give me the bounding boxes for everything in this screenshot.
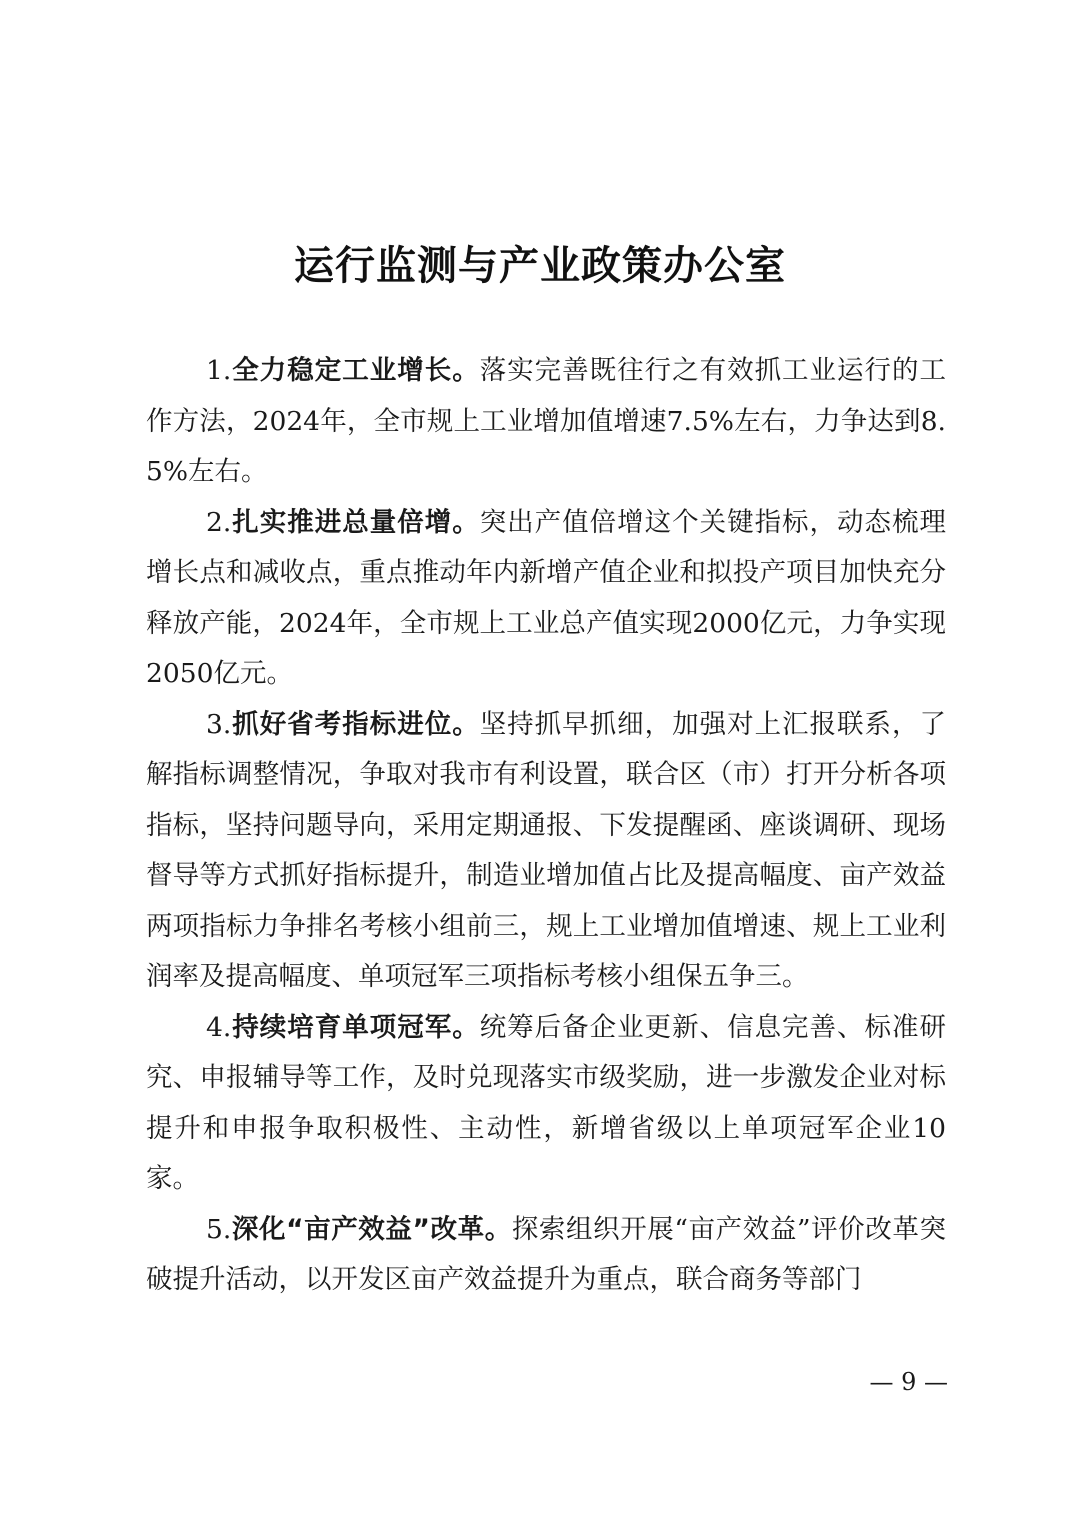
item-number: 4. bbox=[206, 1011, 232, 1043]
page-number: — 9 — bbox=[869, 1368, 948, 1396]
list-item bbox=[146, 1205, 946, 1306]
item-heading: 持续培育单项冠军。 bbox=[231, 1011, 480, 1043]
page-title: 运行监测与产业政策办公室 bbox=[294, 243, 786, 289]
item-body: 统筹后备企业更新、信息完善、标准研究、申报辅导等工作，及时兑现落实市级奖励，进一步激发企业对标提升和申报争取积极性、主动性，新增省级以上单项冠军企业10家。 bbox=[146, 1011, 947, 1194]
item-body: 探索组织开展“亩产效益”评价改革突破提升活动，以开发区亩产效益提升为重点，联合商务等部门 bbox=[146, 1213, 946, 1295]
list-item bbox=[146, 498, 946, 700]
item-number: 1. bbox=[206, 355, 232, 386]
item-number: 5. bbox=[206, 1213, 232, 1245]
item-heading: 深化“亩产效益”改革。 bbox=[231, 1213, 512, 1245]
item-heading: 抓好省考指标进位。 bbox=[231, 708, 480, 740]
item-body: 突出产值倍增这个关键指标，动态梳理增长点和减收点，重点推动年内新增产值企业和拟投产项目加快充分释放产能，2024年，全市规上工业总产值实现2000亿元，力争实现2050亿元。 bbox=[146, 506, 947, 689]
item-heading: 扎实推进总量倍增。 bbox=[231, 506, 480, 538]
item-heading: 全力稳定工业增长。 bbox=[231, 355, 480, 386]
item-number: 3. bbox=[206, 708, 232, 740]
item-number: 2. bbox=[206, 506, 232, 538]
item-body: 落实完善既往行之有效抓工业运行的工作方法，2024年，全市规上工业增加值增速7.5%左右，力争达到8.5%左右。 bbox=[146, 355, 947, 487]
item-body: 坚持抓早抓细，加强对上汇报联系，了解指标调整情况，争取对我市有利设置，联合区（市）打开分析各项指标，坚持问题导向，采用定期通报、下发提醒函、座谈调研、现场督导等方式抓好指标提升，制造业增加值占比及提高幅度、亩产效益两项指标力争排名考核小组前三，规上工业增加值增速、规上工业利润率及提高幅度、单项冠军三项指标考核小组保五争三。 bbox=[146, 708, 947, 992]
list-item bbox=[146, 1003, 946, 1205]
document-body bbox=[146, 346, 946, 1306]
list-item bbox=[146, 700, 946, 1003]
list-item bbox=[146, 346, 946, 498]
